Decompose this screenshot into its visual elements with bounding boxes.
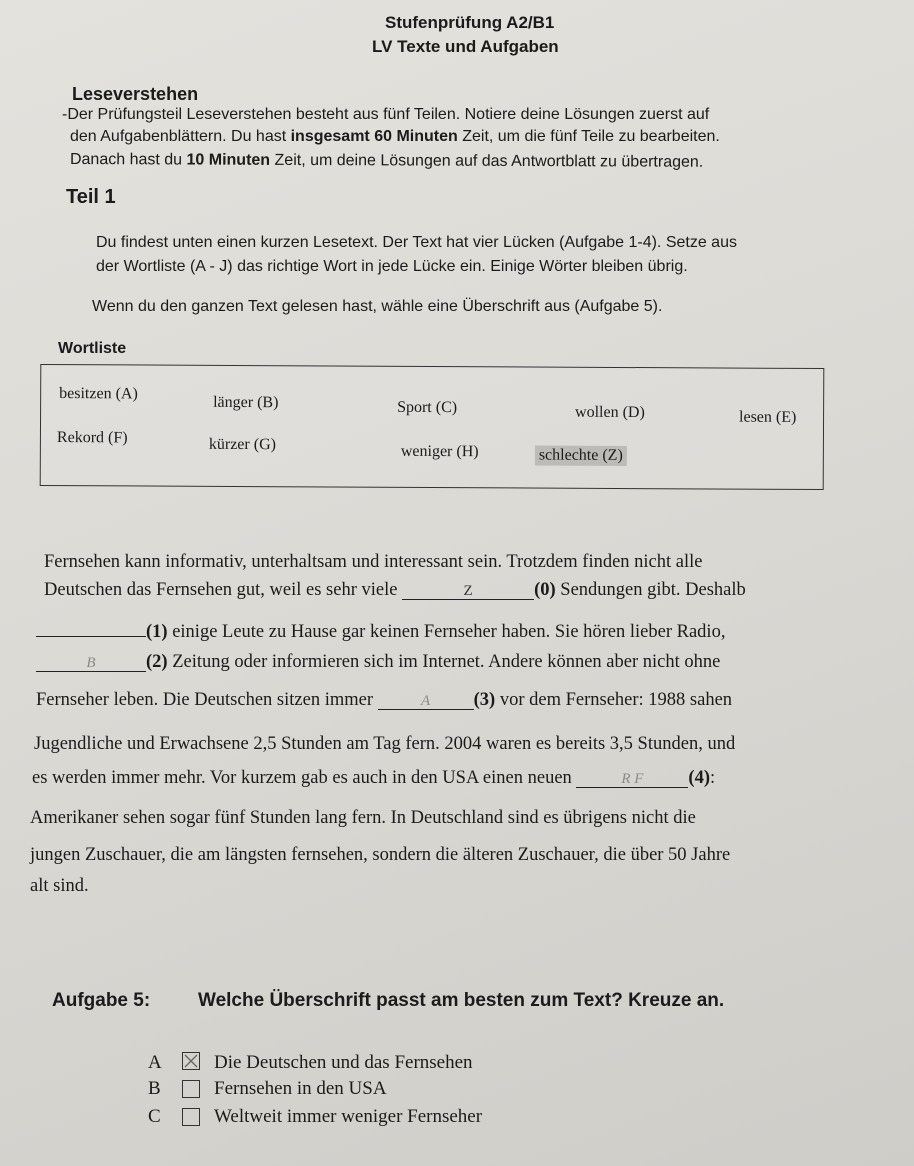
option-a-text: Die Deutschen und das Fernsehen <box>214 1052 473 1073</box>
text-line-4: B (2) Zeitung oder informieren sich im Internet. Andere können aber nicht ohne <box>36 652 720 673</box>
teil-1-title: Teil 1 <box>66 186 116 208</box>
text-line-1: Fernsehen kann informativ, unterhaltsam und interessant sein. Trotzdem finden nicht alle <box>44 552 703 572</box>
exam-subtitle: LV Texte und Aufgaben <box>372 37 559 56</box>
text-line-8: Amerikaner sehen sogar fünf Stunden lang fern. In Deutschland sind es übrigens nicht die <box>30 808 696 828</box>
text-line-3: (1) einige Leute zu Hause gar keinen Fernseher haben. Sie hören lieber Radio, <box>36 620 725 643</box>
gap-2-answer[interactable]: B <box>36 655 146 672</box>
teil-1-instruction-line-3: Wenn du den ganzen Text gelesen hast, wähle eine Überschrift aus (Aufgabe 5). <box>92 298 663 315</box>
option-a-checkbox[interactable] <box>182 1052 200 1070</box>
cross-mark-icon <box>183 1053 199 1069</box>
word-h: weniger (H) <box>400 442 479 461</box>
aufgabe-5-question: Welche Überschrift passt am besten zum Text? Kreuze an. <box>198 990 725 1011</box>
wortliste-title: Wortliste <box>58 340 127 357</box>
wortliste-box <box>40 364 825 490</box>
teil-1-instruction-line-1: Du findest unten einen kurzen Lesetext. Der Text hat vier Lücken (Aufgabe 1-4). Setze aus <box>96 234 737 251</box>
word-d: wollen (D) <box>575 403 645 422</box>
option-c-letter: C <box>148 1106 161 1127</box>
option-a-letter: A <box>148 1052 162 1073</box>
aufgabe-5-label: Aufgabe 5: <box>52 990 151 1011</box>
section-title: Leseverstehen <box>72 84 199 104</box>
text-line-6: Jugendliche und Erwachsene 2,5 Stunden am Tag fern. 2004 waren es bereits 3,5 Stunden, und <box>34 734 736 754</box>
word-a: besitzen (A) <box>59 385 138 403</box>
text-line-10: alt sind. <box>30 876 89 896</box>
option-b-checkbox[interactable] <box>182 1080 200 1098</box>
intro-line-3: Danach hast du 10 Minuten Zeit, um deine Lösungen auf das Antwortblatt zu übertragen. <box>69 151 704 171</box>
word-g: kürzer (G) <box>208 435 277 454</box>
word-b: länger (B) <box>213 393 279 412</box>
option-c-text: Weltweit immer weniger Fernseher <box>214 1106 483 1127</box>
text-line-5: Fernseher leben. Die Deutschen sitzen immer A (3) vor dem Fernseher: 1988 sahen <box>36 690 733 710</box>
gap-4-answer[interactable]: R F <box>576 771 688 788</box>
word-c: Sport (C) <box>397 398 458 417</box>
exam-title: Stufenprüfung A2/B1 <box>385 13 555 32</box>
word-f: Rekord (F) <box>56 429 128 447</box>
intro-line-2: den Aufgabenblättern. Du hast insgesamt 60 Minuten Zeit, um die fünf Teile zu bearbeiten. <box>70 128 720 145</box>
option-b-letter: B <box>148 1078 161 1099</box>
gap-3-answer[interactable]: A <box>378 693 474 710</box>
text-line-2: Deutschen das Fernsehen gut, weil es sehr viele Z (0) Sendungen gibt. Deshalb <box>44 580 746 600</box>
gap-0-answer[interactable]: Z <box>402 583 534 600</box>
option-c-checkbox[interactable] <box>182 1108 200 1126</box>
word-z: schlechte (Z) <box>535 446 627 466</box>
intro-line-1: -Der Prüfungsteil Leseverstehen besteht aus fünf Teilen. Notiere deine Lösungen zuerst auf <box>62 106 710 123</box>
text-line-9: jungen Zuschauer, die am längsten fernsehen, sondern die älteren Zuschauer, die über 50 Jahre <box>30 845 731 865</box>
gap-1-answer[interactable] <box>36 620 146 637</box>
word-e: lesen (E) <box>739 408 797 426</box>
option-b-text: Fernsehen in den USA <box>214 1078 387 1099</box>
teil-1-instruction-line-2: der Wortliste (A - J) das richtige Wort in jede Lücke ein. Einige Wörter bleiben übrig. <box>96 258 688 275</box>
text-line-7: es werden immer mehr. Vor kurzem gab es auch in den USA einen neuen R F (4): <box>32 768 716 788</box>
